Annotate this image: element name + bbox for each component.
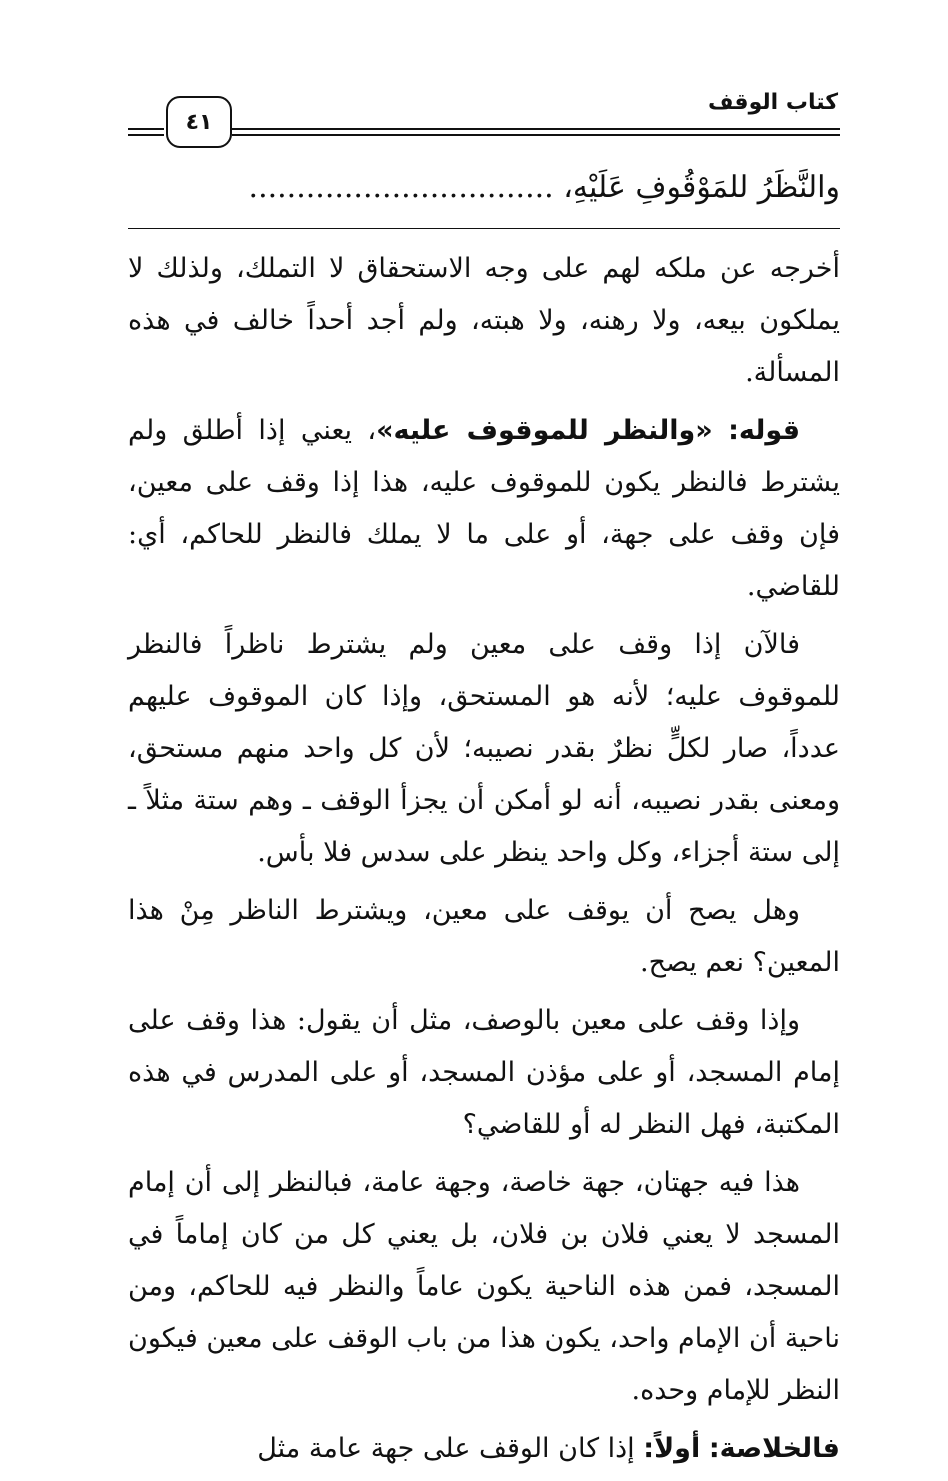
paragraph-5: وإذا وقف على معين بالوصف، مثل أن يقول: هذا وقف على إمام المسجد، أو على مؤذن المسجد، أو على المدرس في هذه المكتبة، فهل النظر له أو للقاضي؟ [128,1005,840,1140]
paragraph-7 [128,1423,840,1475]
matn-line [128,166,840,210]
paragraph-1: أخرجه عن ملكه لهم على وجه الاستحقاق لا التملك، ولذلك لا يملكون بيعه، ولا رهنه، ولا هبته، ولم أجد أحداً خالف في هذه المسألة. [128,253,840,388]
paragraph-4: وهل يصح أن يوقف على معين، ويشترط الناظر مِنْ هذا المعين؟ نعم يصح. [128,895,840,978]
matn-text: والنَّظَرُ للمَوْقُوفِ عَلَيْهِ، [563,170,840,205]
paragraph-3: فالآن إذا وقف على معين ولم يشترط ناظراً فالنظر للموقوف عليه؛ لأنه هو المستحق، وإذا كان الموقوف عليهم عدداً، صار لكلٍّ نظرٌ بقدر نصيبه؛ لأن كل واحد منهم مستحق، ومعنى بقدر نصيبه، أنه لو أمكن أن يجزأ الوقف ـ وهم ستة مثلاً ـ إلى ستة أجزاء، وكل واحد ينظر على سدس فلا بأس. [128,629,840,868]
running-header [128,78,840,148]
chapter-title: كتاب الوقف [707,90,838,115]
book-page [128,78,840,1481]
paragraph-7-text: إذا كان الوقف على جهة عامة مثل [257,1433,635,1464]
paragraph-2-quote: «والنظر للموقوف عليه» [376,415,713,446]
paragraph-7-label2: أولاً: [643,1433,701,1464]
header-rule-left [128,128,164,136]
paragraph-7-label: فالخلاصة: [708,1433,840,1464]
header-rule-right [232,128,840,136]
page-number: ٤١ [166,96,232,148]
paragraph-2-text: ، يعني إذا أطلق ولم يشترط فالنظر يكون للموقوف عليه، هذا إذا وقف على معين، فإن وقف على جهة، أو على ما لا يملك فالنظر للحاكم، أي: للقاضي. [128,415,840,602]
paragraph-2-label: قوله: [728,415,800,446]
matn-dots: ................................ [248,170,554,205]
paragraph-6: هذا فيه جهتان، جهة خاصة، وجهة عامة، فبالنظر إلى أن إمام المسجد لا يعني فلان بن فلان، بل يعني كل من كان إماماً في المسجد، فمن هذه الناحية يكون عاماً والنظر فيه للحاكم، ومن ناحية أن الإمام واحد، يكون هذا من باب الوقف على معين فيكون النظر للإمام وحده. [128,1167,840,1406]
commentary-body [128,243,840,1475]
paragraph-2 [128,405,840,613]
matn-divider [128,228,840,229]
